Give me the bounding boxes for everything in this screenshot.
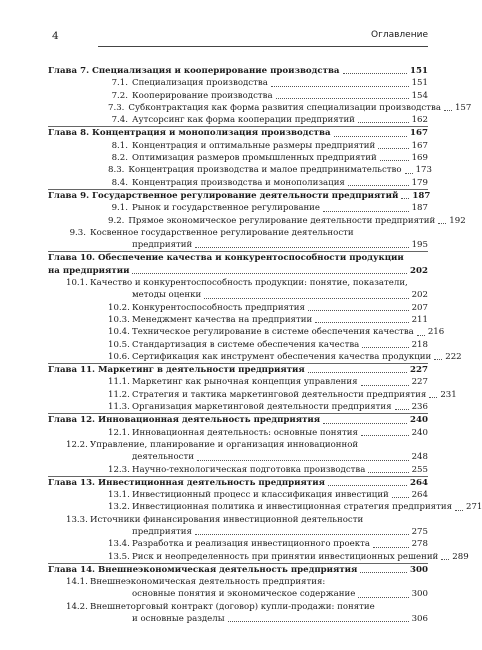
page-reference: 275: [411, 526, 428, 537]
page-reference: 231: [440, 389, 457, 400]
page-reference: 216: [427, 327, 445, 338]
dot-leader: [204, 298, 408, 299]
entry-title: Инвестиционный процесс и классификация инвестиций: [132, 490, 389, 501]
dot-leader: [195, 534, 409, 535]
dot-leader: [417, 335, 425, 336]
toc-section-entry[interactable]: [48, 140, 428, 152]
dot-leader: [405, 173, 413, 174]
section-number: 12.2.: [66, 439, 88, 450]
section-number: 7.3.: [108, 102, 125, 113]
section-number: 10.1.: [66, 278, 88, 289]
toc-section-entry[interactable]: [48, 551, 469, 563]
page-reference: 179: [411, 177, 428, 188]
toc-section-entry[interactable]: [48, 152, 428, 164]
toc-section-entry[interactable]: [48, 538, 428, 550]
dot-leader: [308, 372, 407, 373]
entry-title: предприятий: [132, 240, 193, 251]
section-number: 10.5.: [108, 339, 130, 350]
entry-title: Внешнеторговый контракт (договор) купли-продажи: понятие: [90, 601, 375, 612]
page-header: [52, 30, 428, 44]
entry-title: Кооперирование производства: [132, 90, 273, 101]
section-number: 9.1.: [111, 203, 128, 214]
entry-title: Рынок и государственное регулирование: [132, 203, 320, 214]
page-reference: 211: [411, 314, 428, 325]
toc-section-entry[interactable]: [48, 326, 445, 338]
toc-section-entry[interactable]: [48, 401, 428, 413]
toc-chapter-entry[interactable]: [48, 564, 428, 576]
toc-section-entry[interactable]: [48, 351, 462, 363]
page-reference: 167: [411, 140, 428, 151]
page-reference: 248: [411, 452, 428, 463]
page-reference: 187: [412, 190, 431, 201]
toc-section-entry[interactable]: [48, 215, 466, 227]
entry-title: Глава 11. Маркетинг в деятельности предприятия: [48, 365, 305, 376]
dot-leader: [362, 347, 408, 348]
dot-leader: [358, 597, 408, 598]
dot-leader: [323, 211, 409, 212]
toc-chapter-entry[interactable]: [48, 477, 428, 489]
entry-title: Менеджмент качества на предприятии: [132, 314, 313, 325]
dot-leader: [395, 409, 409, 410]
section-number: 10.4.: [108, 327, 130, 338]
entry-title: Стандартизация в системе обеспечения качества: [132, 339, 360, 350]
dot-leader: [444, 110, 452, 111]
entry-title: деятельности: [132, 452, 194, 463]
page-reference: 195: [411, 240, 428, 251]
entry-title: Концентрация производства и малое предпринимательство: [128, 165, 402, 176]
section-number: 11.1.: [108, 377, 130, 388]
dot-leader: [323, 423, 407, 424]
entry-title: Техническое регулирование в системе обеспечения качества: [132, 327, 414, 338]
page-reference: 187: [411, 203, 428, 214]
section-number: 11.2.: [108, 389, 130, 400]
toc-section-entry[interactable]: [48, 77, 428, 89]
entry-title: на предприятии: [48, 265, 130, 276]
dot-leader: [429, 397, 437, 398]
entry-title: Инвестиционная политика и инвестиционная стратегия предприятия: [132, 502, 452, 513]
page-reference: 167: [410, 128, 428, 139]
dot-leader: [373, 547, 409, 548]
page-reference: 278: [411, 539, 428, 550]
entry-title: Глава 14. Внешнеэкономическая деятельность предприятия: [48, 564, 358, 575]
toc-chapter-entry[interactable]: [48, 127, 428, 139]
dot-leader: [328, 485, 407, 486]
dot-leader: [438, 223, 446, 224]
page-reference: 300: [411, 589, 428, 600]
toc-chapter-entry[interactable]: [48, 252, 428, 277]
toc-section-entry[interactable]: [48, 464, 428, 476]
section-number: 9.3.: [69, 227, 86, 238]
section-number: 7.4.: [111, 115, 128, 126]
page-reference: 202: [411, 290, 428, 301]
dot-leader: [197, 460, 409, 461]
page-reference: 306: [411, 614, 428, 625]
section-number: 8.2.: [111, 153, 128, 164]
section-number: 7.1.: [111, 78, 128, 89]
toc-section-entry[interactable]: [48, 489, 428, 501]
section-number: 7.2.: [111, 90, 128, 101]
toc-section-entry[interactable]: [48, 102, 472, 114]
entry-title: Маркетинг как рыночная концепция управления: [132, 377, 358, 388]
header-rule: [98, 46, 428, 47]
entry-title: предприятия: [132, 526, 192, 537]
toc-section-entry[interactable]: [48, 439, 428, 464]
dot-leader: [308, 310, 409, 311]
section-number: 12.3.: [108, 464, 130, 475]
toc-section-entry[interactable]: [48, 177, 428, 189]
page-reference: 151: [410, 66, 428, 76]
section-number: 13.2.: [108, 502, 130, 513]
page-reference: 162: [411, 115, 428, 126]
toc-section-entry[interactable]: [48, 227, 428, 252]
dot-leader: [276, 98, 409, 99]
entry-title: основные понятия и экономическое содержание: [132, 589, 356, 600]
entry-title: Оптимизация размеров промышленных предприятий: [132, 153, 377, 164]
entry-title: Управление, планирование и организация инновационной: [90, 439, 359, 450]
page-reference: 222: [445, 351, 462, 362]
toc-section-entry[interactable]: [48, 302, 428, 314]
page-reference: 236: [411, 402, 428, 413]
running-title: Оглавление: [371, 30, 428, 40]
toc-section-entry[interactable]: [48, 576, 428, 601]
toc-section-entry[interactable]: [48, 164, 432, 176]
entry-title: Глава 7. Специализация и кооперирование производства: [48, 66, 340, 76]
page-reference: 300: [410, 564, 428, 575]
toc-section-entry[interactable]: [48, 277, 428, 302]
entry-title: Научно-технологическая подготовка производства: [132, 464, 366, 475]
section-number: 11.3.: [108, 402, 130, 413]
toc-section-entry[interactable]: [48, 90, 428, 102]
section-number: 12.1.: [108, 427, 130, 438]
entry-title: Стратегия и тактика маркетинговой деятельности предприятия: [132, 389, 427, 400]
dot-leader: [378, 148, 408, 149]
dot-leader: [348, 185, 409, 186]
dot-leader: [315, 322, 408, 323]
dot-leader: [401, 198, 409, 199]
entry-title: Глава 13. Инвестиционная деятельность предприятия: [48, 477, 325, 488]
section-number: 8.1.: [111, 140, 128, 151]
entry-title: Сертификация как инструмент обеспечения качества продукции: [132, 351, 432, 362]
toc-chapter-entry[interactable]: [48, 414, 428, 426]
entry-title: Конкурентоспособность предприятия: [132, 302, 305, 313]
page-reference: 202: [410, 265, 428, 276]
section-number: 14.2.: [66, 601, 88, 612]
page-reference: 173: [415, 165, 432, 176]
dot-leader: [434, 359, 442, 360]
toc-section-entry[interactable]: [48, 427, 428, 439]
dot-leader: [343, 73, 408, 74]
page-reference: 218: [411, 339, 428, 350]
section-number: 8.3.: [108, 165, 125, 176]
entry-title: Глава 8. Концентрация и монополизация производства: [48, 128, 331, 139]
dot-leader: [195, 247, 408, 248]
entry-title: Концентрация производства и монополизация: [132, 177, 345, 188]
dot-leader: [271, 86, 409, 87]
dot-leader: [361, 435, 409, 436]
dot-leader: [334, 136, 408, 137]
section-number: 8.4.: [111, 177, 128, 188]
section-number: 10.2.: [108, 302, 130, 313]
entry-title: Прямое экономическое регулирование деятельности предприятий: [128, 215, 436, 226]
section-number: 13.4.: [108, 539, 130, 550]
section-number: 13.3.: [66, 514, 88, 525]
page-reference: 192: [449, 215, 466, 226]
entry-title: Специализация производства: [132, 78, 268, 89]
dot-leader: [361, 385, 409, 386]
entry-title: методы оценки: [132, 290, 202, 301]
page-reference: 289: [452, 551, 469, 562]
page-reference: 255: [411, 464, 428, 475]
entry-title: Глава 10. Обеспечение качества и конкурентоспособности продукции: [48, 253, 404, 264]
page-reference: 169: [411, 153, 428, 164]
toc-section-entry[interactable]: [48, 514, 428, 539]
entry-title: Разработка и реализация инвестиционного проекта: [132, 539, 370, 550]
page-reference: 271: [466, 502, 482, 513]
toc-section-entry[interactable]: [48, 339, 428, 351]
dot-leader: [455, 510, 463, 511]
entry-title: Организация маркетинговой деятельности предприятия: [132, 402, 392, 413]
toc-section-entry[interactable]: [48, 601, 428, 626]
dot-leader: [132, 273, 407, 274]
entry-title: Качество и конкурентоспособность продукции: понятие, показатели,: [90, 278, 408, 289]
section-number: 10.6.: [108, 351, 130, 362]
toc-chapter-entry[interactable]: [48, 65, 428, 77]
toc-section-entry[interactable]: [48, 314, 428, 326]
page-reference: 240: [410, 415, 428, 426]
entry-title: Риск и неопределенность при принятии инвестиционных решений: [132, 551, 439, 562]
page-reference: 151: [411, 78, 428, 89]
page-reference: 264: [411, 490, 428, 501]
dot-leader: [358, 122, 409, 123]
entry-title: Инновационная деятельность: основные понятия: [132, 427, 358, 438]
dot-leader: [228, 621, 409, 622]
page-number: 4: [52, 30, 59, 42]
entry-title: Субконтрактация как форма развития специализации производства: [128, 102, 441, 113]
dot-leader: [360, 572, 407, 573]
entry-title: и основные разделы: [132, 614, 225, 625]
dot-leader: [368, 472, 408, 473]
dot-leader: [441, 559, 449, 560]
entry-title: Аутсорсинг как форма кооперации предприятий: [132, 115, 355, 126]
page-reference: 207: [411, 302, 428, 313]
table-of-contents: [48, 65, 482, 625]
entry-title: Внешнеэкономическая деятельность предприятия:: [90, 577, 326, 588]
page-reference: 227: [411, 377, 428, 388]
toc-chapter-entry[interactable]: [48, 364, 428, 376]
section-number: 13.1.: [108, 490, 130, 501]
toc-section-entry[interactable]: [48, 389, 457, 401]
entry-title: Источники финансирования инвестиционной деятельности: [90, 514, 364, 525]
page-reference: 227: [410, 365, 428, 376]
entry-title: Глава 9. Государственное регулирование деятельности предприятий: [48, 190, 399, 201]
toc-section-entry[interactable]: [48, 202, 428, 214]
page-reference: 240: [411, 427, 428, 438]
section-number: 10.3.: [108, 314, 130, 325]
entry-title: Глава 12. Инновационная деятельность предприятия: [48, 415, 321, 426]
toc-section-entry[interactable]: [48, 376, 428, 388]
dot-leader: [380, 160, 409, 161]
dot-leader: [392, 497, 409, 498]
section-number: 14.1.: [66, 577, 88, 588]
entry-title: Косвенное государственное регулирование деятельности: [90, 227, 354, 238]
toc-section-entry[interactable]: [48, 501, 482, 513]
toc-chapter-entry[interactable]: [48, 190, 431, 202]
section-number: 9.2.: [108, 215, 125, 226]
page-reference: 154: [411, 90, 428, 101]
toc-section-entry[interactable]: [48, 114, 428, 126]
page-reference: 264: [410, 477, 428, 488]
entry-title: Концентрация и оптимальные размеры предприятий: [132, 140, 376, 151]
section-number: 13.5.: [108, 551, 130, 562]
page-reference: 157: [454, 102, 472, 113]
